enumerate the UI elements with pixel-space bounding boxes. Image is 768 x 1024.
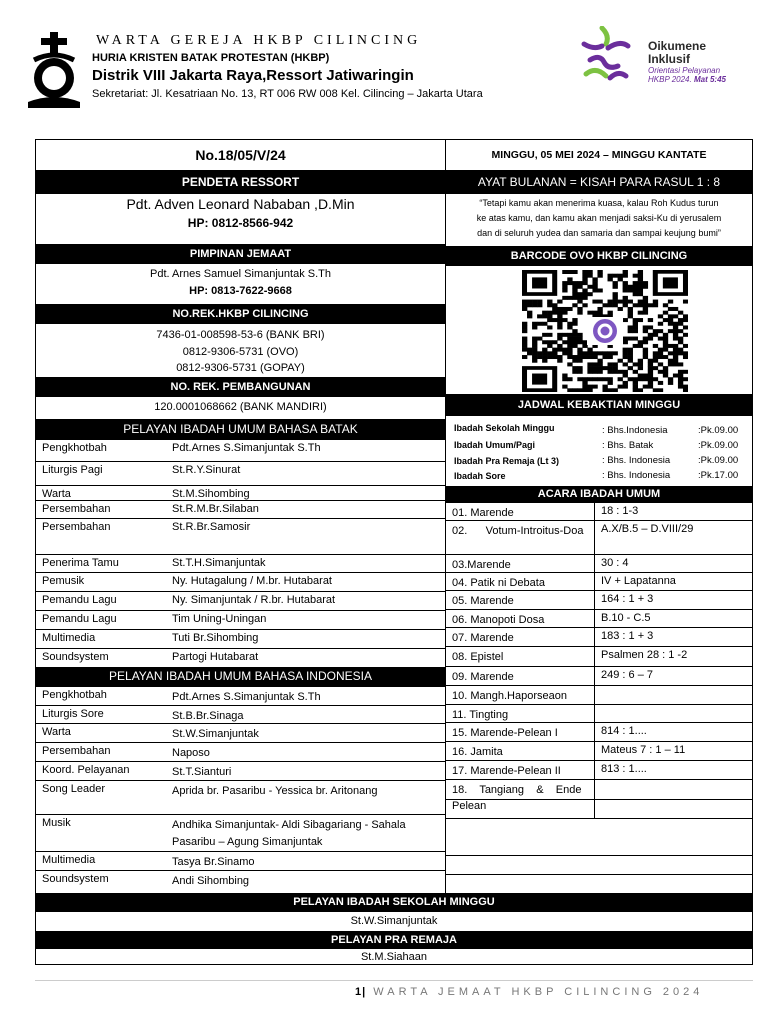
role-label: Pemusik xyxy=(42,575,85,587)
role-label: Warta xyxy=(42,488,71,500)
role-label: Multimedia xyxy=(42,632,96,644)
servant-name: St.T.Sianturi xyxy=(172,766,232,778)
indonesia-heading: PELAYAN IBADAH UMUM BAHASA INDONESIA xyxy=(36,667,445,686)
rekening-heading: NO.REK.HKBP CILINCING xyxy=(36,304,445,324)
acara-item: 16. Jamita xyxy=(452,746,503,758)
servant-name: St.B.Br.Sinaga xyxy=(172,710,244,722)
acara-reference: IV + Lapatanna xyxy=(601,575,676,587)
page-number: 1 xyxy=(355,986,363,998)
acara-row xyxy=(446,741,752,760)
rekening-ovo: 0812-9306-5731 (OVO) xyxy=(182,346,299,358)
role-label: Soundsystem xyxy=(42,651,109,663)
batak-row xyxy=(36,439,445,461)
indonesia-row xyxy=(36,851,445,870)
acara-row xyxy=(446,590,752,609)
servant-name: Tim Uning-Uningan xyxy=(172,613,267,625)
servant-name: St.R.M.Br.Silaban xyxy=(172,503,259,515)
acara-row xyxy=(446,722,752,741)
jadwal-language: : Bhs. Indonesia xyxy=(602,455,671,466)
batak-row xyxy=(36,629,445,648)
jadwal-service-name: Ibadah Umum/Pagi xyxy=(454,440,536,450)
oikumene-verse: Mat 5:45 xyxy=(693,75,726,84)
indonesia-row xyxy=(36,780,445,814)
district-name: Distrik VIII Jakarta Raya,Ressort Jatiwaringin xyxy=(92,67,414,84)
indonesia-row xyxy=(36,723,445,742)
jadwal-time: :Pk.09.00 xyxy=(698,440,739,451)
batak-row xyxy=(36,591,445,610)
indonesia-row xyxy=(36,742,445,761)
pimpinan-name: Pdt. Arnes Samuel Simanjuntak S.Th xyxy=(150,268,331,280)
batak-row xyxy=(36,500,445,518)
role-label: Soundsystem xyxy=(42,873,109,885)
pimpinan-phone: HP: 0813-7622-9668 xyxy=(189,285,292,297)
jadwal-time: :Pk.09.00 xyxy=(698,425,739,436)
role-label: Persembahan xyxy=(42,521,111,533)
servant-name: St.R.Br.Samosir xyxy=(172,521,251,533)
acara-item: 02. Votum-Introitus-Doa xyxy=(452,525,584,537)
acara-item: 10. Mangh.Haporseaon xyxy=(452,690,567,702)
role-label: Song Leader xyxy=(42,783,105,795)
acara-reference: A.X/B.5 – D.VIII/29 xyxy=(601,523,694,535)
jadwal-service-name: Ibadah Pra Remaja (Lt 3) xyxy=(454,456,560,466)
oikumene-line4 xyxy=(648,76,726,84)
servant-name: Partogi Hutabarat xyxy=(172,651,259,663)
role-label: Liturgis Sore xyxy=(42,708,104,720)
jadwal-language: : Bhs. Batak xyxy=(602,440,654,451)
servant-name: Pdt.Arnes S.Simanjuntak S.Th xyxy=(172,691,321,703)
empty-cell xyxy=(446,818,752,855)
acara-row xyxy=(446,760,752,779)
role-label: Penerima Tamu xyxy=(42,557,119,569)
batak-row xyxy=(36,518,445,554)
barcode-heading: BARCODE OVO HKBP CILINCING xyxy=(446,246,752,266)
empty-cell xyxy=(446,799,752,818)
indonesia-row xyxy=(36,814,445,851)
acara-reference: Mateus 7 : 1 – 11 xyxy=(601,744,686,756)
acara-row xyxy=(446,554,752,572)
acara-row xyxy=(446,704,752,722)
ayat-line-2: ke atas kamu, dan kamu akan menjadi saksi-Ku di yerusalem xyxy=(476,213,722,223)
page-header xyxy=(0,0,768,130)
servant-name: St.R.Y.Sinurat xyxy=(172,464,241,476)
acara-row xyxy=(446,520,752,554)
servant-name: Ny. Hutagalung / M.br. Hutabarat xyxy=(172,575,332,587)
servant-name: Andhika Simanjuntak- Aldi Sibagariang - Sahala Pasaribu – Agung Simanjuntak xyxy=(172,819,406,848)
indonesia-row xyxy=(36,705,445,723)
acara-row xyxy=(446,685,752,704)
rekening-gopay: 0812-9306-5731 (GOPAY) xyxy=(176,362,305,374)
batak-row xyxy=(36,572,445,591)
batak-row xyxy=(36,554,445,572)
acara-item: 15. Marende-Pelean I xyxy=(452,727,558,739)
bulletin-grid xyxy=(35,139,753,965)
acara-reference: 814 : 1.... xyxy=(601,725,647,737)
acara-reference: Psalmen 28 : 1 -2 xyxy=(601,649,688,661)
servant-name: Andi Sihombing xyxy=(172,875,250,887)
pendeta-heading: PENDETA RESSORT xyxy=(36,170,445,194)
indonesia-row xyxy=(36,761,445,780)
oikumene-logo-text xyxy=(648,40,726,84)
servant-name: St.M.Sihombing xyxy=(172,488,250,500)
acara-item: 01. Marende xyxy=(452,507,514,519)
secretariat-address: Sekretariat: Jl. Kesatriaan No. 13, RT 006 RW 008 Kel. Cilincing – Jakarta Utara xyxy=(92,88,483,100)
acara-heading: ACARA IBADAH UMUM xyxy=(446,486,752,502)
acara-item: 05. Marende xyxy=(452,595,514,607)
acara-row xyxy=(446,666,752,685)
acara-item: 09. Marende xyxy=(452,671,514,683)
acara-item: 11. Tingting xyxy=(452,709,509,721)
servant-name: Ny. Simanjuntak / R.br. Hutabarat xyxy=(172,594,336,606)
servant-name: Pdt.Arnes S.Simanjuntak S.Th xyxy=(172,442,321,454)
ayat-line-3: dan di seluruh yudea dan samaria dan sampai keujung bumi” xyxy=(477,228,721,238)
role-label: Koord. Pelayanan xyxy=(42,764,130,776)
role-label: Musik xyxy=(42,817,71,829)
servant-name: Tasya Br.Sinamo xyxy=(172,856,255,868)
pembangunan-mandiri: 120.0001068662 (BANK MANDIRI) xyxy=(154,401,327,413)
batak-row xyxy=(36,648,445,668)
acara-item: 06. Manopoti Dosa xyxy=(452,614,545,626)
hkbp-logo-icon xyxy=(24,32,84,108)
acara-row xyxy=(446,572,752,590)
ovo-qr-code[interactable] xyxy=(522,270,688,392)
acara-reference: 249 : 6 – 7 xyxy=(601,669,653,681)
bulletin-title: WARTA GEREJA HKBP CILINCING xyxy=(96,33,422,48)
role-label: Pengkhotbah xyxy=(42,689,107,701)
jadwal-service-name: Ibadah Sekolah Minggu xyxy=(454,423,555,433)
pra-remaja-name: St.M.Siahaan xyxy=(360,951,428,963)
rekening-bri: 7436-01-008598-53-6 (BANK BRI) xyxy=(156,329,325,341)
footer-divider xyxy=(35,980,753,981)
oikumene-logo-icon xyxy=(580,26,632,84)
page-footer xyxy=(355,986,703,998)
batak-row xyxy=(36,610,445,629)
acara-reference: 18 : 1-3 xyxy=(601,505,639,517)
servant-name: Tuti Br.Sihombing xyxy=(172,632,259,644)
oikumene-year: HKBP 2024. xyxy=(648,75,692,84)
acara-reference: 30 : 4 xyxy=(601,557,629,569)
sekolah-minggu-heading: PELAYAN IBADAH SEKOLAH MINGGU xyxy=(36,893,752,912)
acara-row xyxy=(446,627,752,646)
acara-item: 17. Marende-Pelean II xyxy=(452,765,561,777)
role-label: Liturgis Pagi xyxy=(42,464,103,476)
acara-item: 03.Marende xyxy=(452,559,511,571)
acara-reference: 164 : 1 + 3 xyxy=(601,593,654,605)
role-label: Persembahan xyxy=(42,745,111,757)
role-label: Pengkhotbah xyxy=(42,442,107,454)
oikumene-line1: Oikumene xyxy=(648,39,707,53)
empty-cell xyxy=(446,874,752,893)
church-full-name: HURIA KRISTEN BATAK PROTESTAN (HKBP) xyxy=(92,52,330,64)
jadwal-language: : Bhs.Indonesia xyxy=(602,425,668,436)
role-label: Pemandu Lagu xyxy=(42,594,117,606)
acara-row xyxy=(446,609,752,627)
pimpinan-heading: PIMPINAN JEMAAT xyxy=(36,244,445,264)
issue-number: No.18/05/V/24 xyxy=(195,146,286,163)
acara-row xyxy=(446,646,752,666)
oikumene-line3: Orientasi Pelayanan xyxy=(648,66,721,75)
batak-row xyxy=(36,461,445,485)
indonesia-row xyxy=(36,870,445,890)
acara-item: 18. Tangiang & Ende Pelean xyxy=(452,784,585,812)
ayat-heading: AYAT BULANAN = KISAH PARA RASUL 1 : 8 xyxy=(446,170,752,194)
pembangunan-heading: NO. REK. PEMBANGUNAN xyxy=(36,377,445,397)
batak-row xyxy=(36,485,445,500)
pendeta-phone: HP: 0812-8566-942 xyxy=(187,217,294,230)
indonesia-row xyxy=(36,686,445,705)
role-label: Pemandu Lagu xyxy=(42,613,117,625)
pra-remaja-heading: PELAYAN PRA REMAJA xyxy=(36,931,752,949)
acara-item: 07. Marende xyxy=(452,632,514,644)
pendeta-name: Pdt. Adven Leonard Nababan ,D.Min xyxy=(126,196,355,212)
footer-separator: | xyxy=(362,986,367,998)
jadwal-heading: JADWAL KEBAKTIAN MINGGU xyxy=(446,394,752,416)
role-label: Persembahan xyxy=(42,503,111,515)
servant-name: Aprida br. Pasaribu - Yessica br. Aritonang xyxy=(172,785,378,797)
role-label: Multimedia xyxy=(42,854,96,866)
role-label: Warta xyxy=(42,726,71,738)
ayat-line-1: “Tetapi kamu akan menerima kuasa, kalau Roh Kudus turun xyxy=(479,198,719,208)
jadwal-time: :Pk.17.00 xyxy=(698,470,739,481)
issue-date: MINGGU, 05 MEI 2024 – MINGGU KANTATE xyxy=(491,148,707,161)
acara-item: 04. Patik ni Debata xyxy=(452,577,545,589)
batak-heading: PELAYAN IBADAH UMUM BAHASA BATAK xyxy=(36,420,445,439)
servant-name: St.T.H.Simanjuntak xyxy=(172,557,266,569)
servant-name: Naposo xyxy=(172,747,210,759)
servant-name: St.W.Simanjuntak xyxy=(172,728,259,740)
acara-item: 08. Epistel xyxy=(452,651,504,663)
jadwal-service-name: Ibadah Sore xyxy=(454,471,506,481)
footer-text: WARTA JEMAAT HKBP CILINCING 2024 xyxy=(373,986,704,998)
acara-reference: 813 : 1.... xyxy=(601,763,647,775)
sekolah-minggu-name: St.W.Simanjuntak xyxy=(350,915,438,927)
oikumene-line2: Inklusif xyxy=(648,52,691,66)
jadwal-time: :Pk.09.00 xyxy=(698,455,739,466)
acara-reference: B.10 - C.5 xyxy=(601,612,651,624)
jadwal-language: : Bhs. Indonesia xyxy=(602,470,671,481)
acara-row xyxy=(446,502,752,520)
empty-cell xyxy=(446,855,752,874)
acara-reference: 183 : 1 + 3 xyxy=(601,630,654,642)
